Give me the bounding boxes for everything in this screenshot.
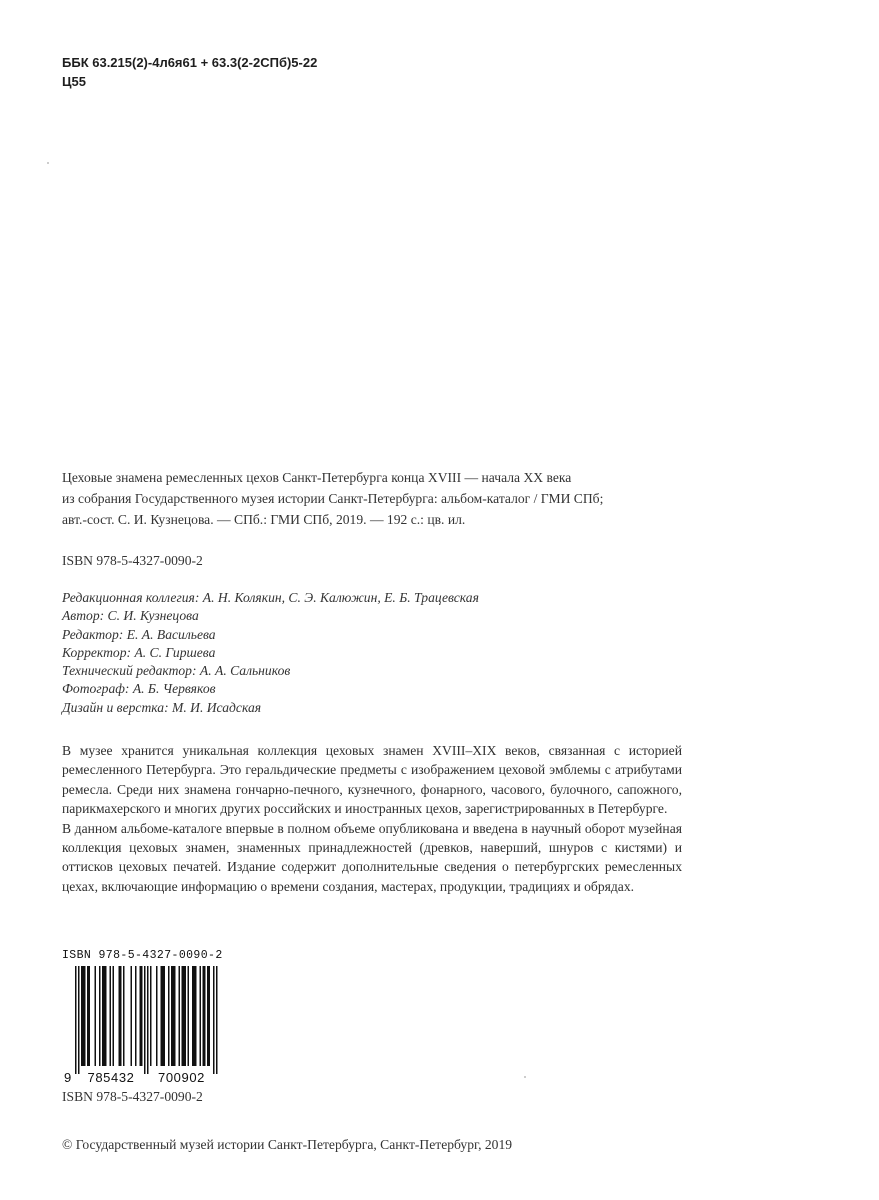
barcode-bar (174, 966, 176, 1066)
credit-names: А. С. Гиршева (131, 644, 216, 660)
biblio-line: Цеховые знамена ремесленных цехов Санкт-Петербурга конца XVIII — начала XX века (62, 470, 572, 485)
credit-row (62, 662, 479, 680)
credit-role: Дизайн и верстка: (62, 699, 169, 715)
barcode-bar (105, 966, 107, 1066)
annotation (62, 741, 682, 896)
barcode-bar (87, 966, 89, 1066)
classification-codes (62, 53, 317, 91)
barcode-bar (171, 966, 173, 1066)
barcode-bar (110, 966, 112, 1066)
author-mark: Ц55 (62, 74, 86, 89)
barcode-bar (168, 966, 170, 1066)
bibliographic-record (62, 467, 702, 530)
barcode-bar (104, 966, 106, 1066)
barcode-bar (162, 966, 164, 1066)
barcode-bar (144, 966, 146, 1074)
barcode-bar (102, 966, 104, 1066)
biblio-line: авт.-сост. С. И. Кузнецова. — СПб.: ГМИ СПб, 2019. — 192 с.: цв. ил. (62, 512, 466, 527)
barcode-isbn-text: ISBN 978-5-4327-0090-2 (62, 949, 223, 962)
barcode-bar (204, 966, 206, 1066)
credit-names: С. И. Кузнецова (104, 608, 199, 624)
barcode-bar (195, 966, 197, 1066)
barcode-bar (192, 966, 194, 1066)
credit-row (62, 699, 479, 717)
credit-row (62, 680, 479, 698)
credit-role: Фотограф: (62, 681, 130, 697)
credit-role: Корректор: (62, 644, 132, 660)
credit-role: Автор: (62, 608, 105, 624)
barcode-left-digits: 785432 (87, 1070, 135, 1084)
copyright-line: © Государственный музей истории Санкт-Петербурга, Санкт-Петербург, 2019 (62, 1137, 513, 1152)
barcode-bar (141, 966, 143, 1066)
barcode-bar (209, 966, 211, 1066)
bbk-code: ББК 63.215(2)-4л6я61 + 63.3(2-2СПб)5-22 (62, 55, 318, 70)
credit-role: Редактор: (62, 626, 124, 642)
barcode-bar (179, 966, 181, 1066)
barcode-bar (140, 966, 142, 1066)
barcode-bar (161, 966, 163, 1066)
credit-role: Редакционная коллегия: (62, 590, 200, 605)
isbn-line: ISBN 978-5-4327-0090-2 (62, 553, 203, 568)
credit-names: А. Н. Колякин, С. Э. Калюжин, Е. Б. Трацевская (199, 590, 479, 605)
credit-role: Технический редактор: (62, 663, 197, 679)
credit-row (62, 626, 479, 644)
credit-names: А. Б. Червяков (129, 681, 216, 697)
barcode-bar (95, 966, 97, 1066)
barcode-bar (156, 966, 158, 1066)
barcode-right-digits: 700902 (158, 1070, 205, 1084)
barcode-bar (183, 966, 185, 1066)
barcode-first-digit: 9 (64, 1070, 72, 1084)
credit-row (62, 607, 479, 625)
barcode-bar (89, 966, 91, 1066)
barcode-bar (188, 966, 190, 1066)
barcode-bar (147, 966, 149, 1074)
barcode-bar (75, 966, 77, 1074)
barcode-bar (182, 966, 184, 1066)
barcode-bar (200, 966, 202, 1066)
barcode-bar (83, 966, 85, 1066)
barcode-bar (119, 966, 121, 1066)
barcode-bar (185, 966, 187, 1066)
print-speck (47, 162, 49, 164)
credit-row (62, 644, 479, 662)
barcode-bar (113, 966, 115, 1066)
credits-list (62, 589, 479, 717)
credit-names: Е. А. Васильева (123, 626, 216, 642)
credit-names: А. А. Сальников (196, 663, 291, 679)
barcode-bar (173, 966, 175, 1066)
credit-row (62, 589, 479, 607)
barcode-bar (99, 966, 101, 1066)
annotation-paragraph: В музее хранится уникальная коллекция цеховых знамен XVIII–XIX веков, связанная с историей ремесленного Петербурга. Это геральдические предметы с изображением цеховой эмблемы с атрибутами ремесла. Среди них знамена гончарно-печного, кузнечного, фонарного, часового, булочного, сапожного, парикмахерского и многих других российских и иностранных цехов, зарегистрированных в Петербурге. (62, 743, 682, 817)
isbn-bottom: ISBN 978-5-4327-0090-2 (62, 1089, 203, 1104)
barcode-bar (120, 966, 122, 1066)
barcode-bar (207, 966, 209, 1066)
barcode-bar (81, 966, 83, 1066)
barcode-bar (131, 966, 133, 1066)
credit-names: М. И. Исадская (168, 699, 262, 715)
barcode-bar (216, 966, 218, 1074)
barcode-bar (123, 966, 125, 1066)
barcode-bar (84, 966, 86, 1066)
barcode-bar (164, 966, 166, 1066)
annotation-paragraph: В данном альбоме-каталоге впервые в полном объеме опубликована и введена в научный оборот музейная коллекция цеховых знамен, знаменных принадлежностей (древков, наверший, шнуров с кистями) и оттисков цеховых печатей. Издание содержит дополнительные сведения о петербургских ремесленных цехах, включающие информацию о времени создания, мастерах, продукции, традициях и обрядах. (62, 820, 682, 894)
barcode-graphic (62, 966, 222, 1084)
barcode-bar (135, 966, 137, 1066)
barcode-bar (194, 966, 196, 1066)
print-speck (524, 1076, 526, 1078)
barcode-bar (203, 966, 205, 1066)
barcode-bar (150, 966, 152, 1066)
biblio-line: из собрания Государственного музея истории Санкт-Петербурга: альбом-каталог / ГМИ СПб; (62, 491, 604, 506)
barcode-bar (78, 966, 80, 1074)
isbn-barcode (62, 948, 222, 1084)
barcode-bar (213, 966, 215, 1074)
